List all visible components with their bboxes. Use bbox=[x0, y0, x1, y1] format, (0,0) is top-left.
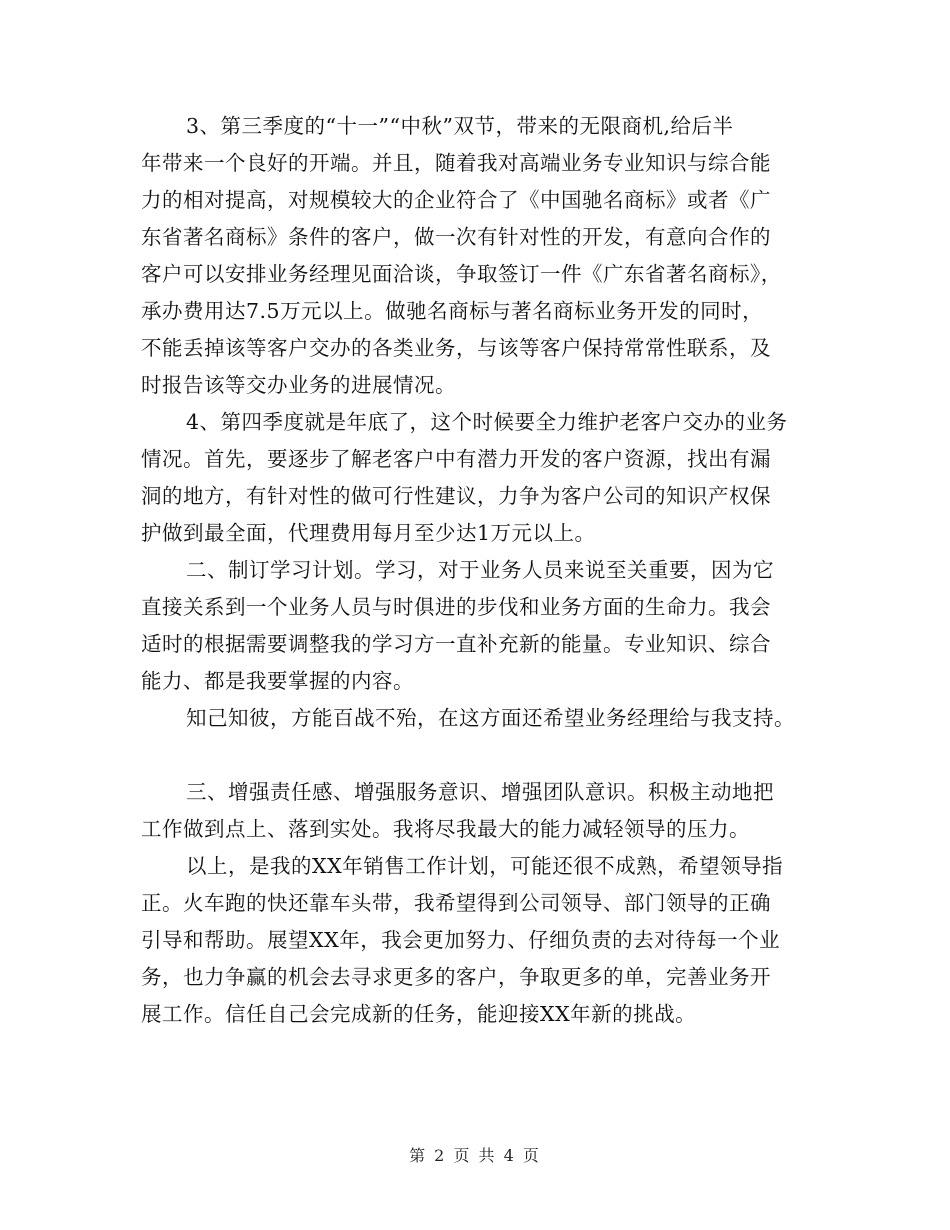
paragraph-line: 以上，是我的XX年销售工作计划，可能还很不成熟，希望领导指 bbox=[186, 854, 784, 878]
paragraph-line: 时报告该等交办业务的进展情况。 bbox=[141, 373, 456, 397]
paragraph-line: 适时的根据需要调整我的学习方一直补充新的能量。专业知识、综合 bbox=[141, 632, 771, 656]
paragraph-line: 东省著名商标》条件的客户，做一次有针对性的开发，有意向合作的 bbox=[141, 225, 771, 249]
paragraph-line: 不能丢掉该等客户交办的各类业务，与该等客户保持常常性联系，及 bbox=[141, 336, 771, 360]
paragraph-line: 正。火车跑的快还靠车头带，我希望得到公司领导、部门领导的正确 bbox=[141, 891, 771, 915]
paragraph-line: 引导和帮助。展望XX年，我会更加努力、仔细负责的去对待每一个业 bbox=[141, 928, 781, 952]
paragraph-line: 能力、都是我要掌握的内容。 bbox=[141, 669, 414, 693]
paragraph-line: 展工作。信任自己会完成新的任务，能迎接XX年新的挑战。 bbox=[141, 1002, 697, 1026]
paragraph-line: 三、增强责任感、增强服务意识、增强团队意识。积极主动地把 bbox=[186, 780, 774, 804]
paragraph-line: 4、第四季度就是年底了，这个时候要全力维护老客户交办的业务 bbox=[186, 410, 788, 434]
page-number-footer: 第 2 页 共 4 页 bbox=[409, 1146, 541, 1165]
paragraph-conclusion bbox=[141, 848, 821, 1033]
paragraph-line: 洞的地方，有针对性的做可行性建议，力争为客户公司的知识产权保 bbox=[141, 484, 771, 508]
paragraph-line: 客户可以安排业务经理见面洽谈，争取签订一件《广东省著名商标》， bbox=[141, 262, 782, 286]
paragraph-line: 承办费用达7.5万元以上。做驰名商标与著名商标业务开发的同时， bbox=[141, 299, 764, 323]
document-body bbox=[141, 108, 821, 1033]
paragraph-spacer bbox=[141, 737, 821, 774]
paragraph-line: 直接关系到一个业务人员与时俱进的步伐和业务方面的生命力。我会 bbox=[141, 595, 771, 619]
paragraph-know-yourself bbox=[141, 700, 821, 737]
paragraph-line: 年带来一个良好的开端。并且，随着我对高端业务专业知识与综合能 bbox=[141, 151, 771, 175]
paragraph-responsibility bbox=[141, 774, 821, 848]
paragraph-q3 bbox=[141, 108, 821, 404]
paragraph-study-plan bbox=[141, 552, 821, 700]
paragraph-line: 护做到最全面，代理费用每月至少达1万元以上。 bbox=[141, 521, 596, 545]
paragraph-line: 知己知彼，方能百战不殆，在这方面还希望业务经理给与我支持。 bbox=[186, 706, 795, 730]
paragraph-line: 二、制订学习计划。学习，对于业务人员来说至关重要，因为它 bbox=[186, 558, 774, 582]
paragraph-line: 力的相对提高，对规模较大的企业符合了《中国驰名商标》或者《广 bbox=[141, 188, 771, 212]
paragraph-line: 情况。首先，要逐步了解老客户中有潜力开发的客户资源，找出有漏 bbox=[141, 447, 771, 471]
paragraph-line: 3、第三季度的“十一”“中秋”双节，带来的无限商机,给后半 bbox=[186, 114, 734, 138]
paragraph-line: 务，也力争赢的机会去寻求更多的客户，争取更多的单，完善业务开 bbox=[141, 965, 771, 989]
paragraph-line: 工作做到点上、落到实处。我将尽我最大的能力减轻领导的压力。 bbox=[141, 817, 750, 841]
paragraph-q4 bbox=[141, 404, 821, 552]
